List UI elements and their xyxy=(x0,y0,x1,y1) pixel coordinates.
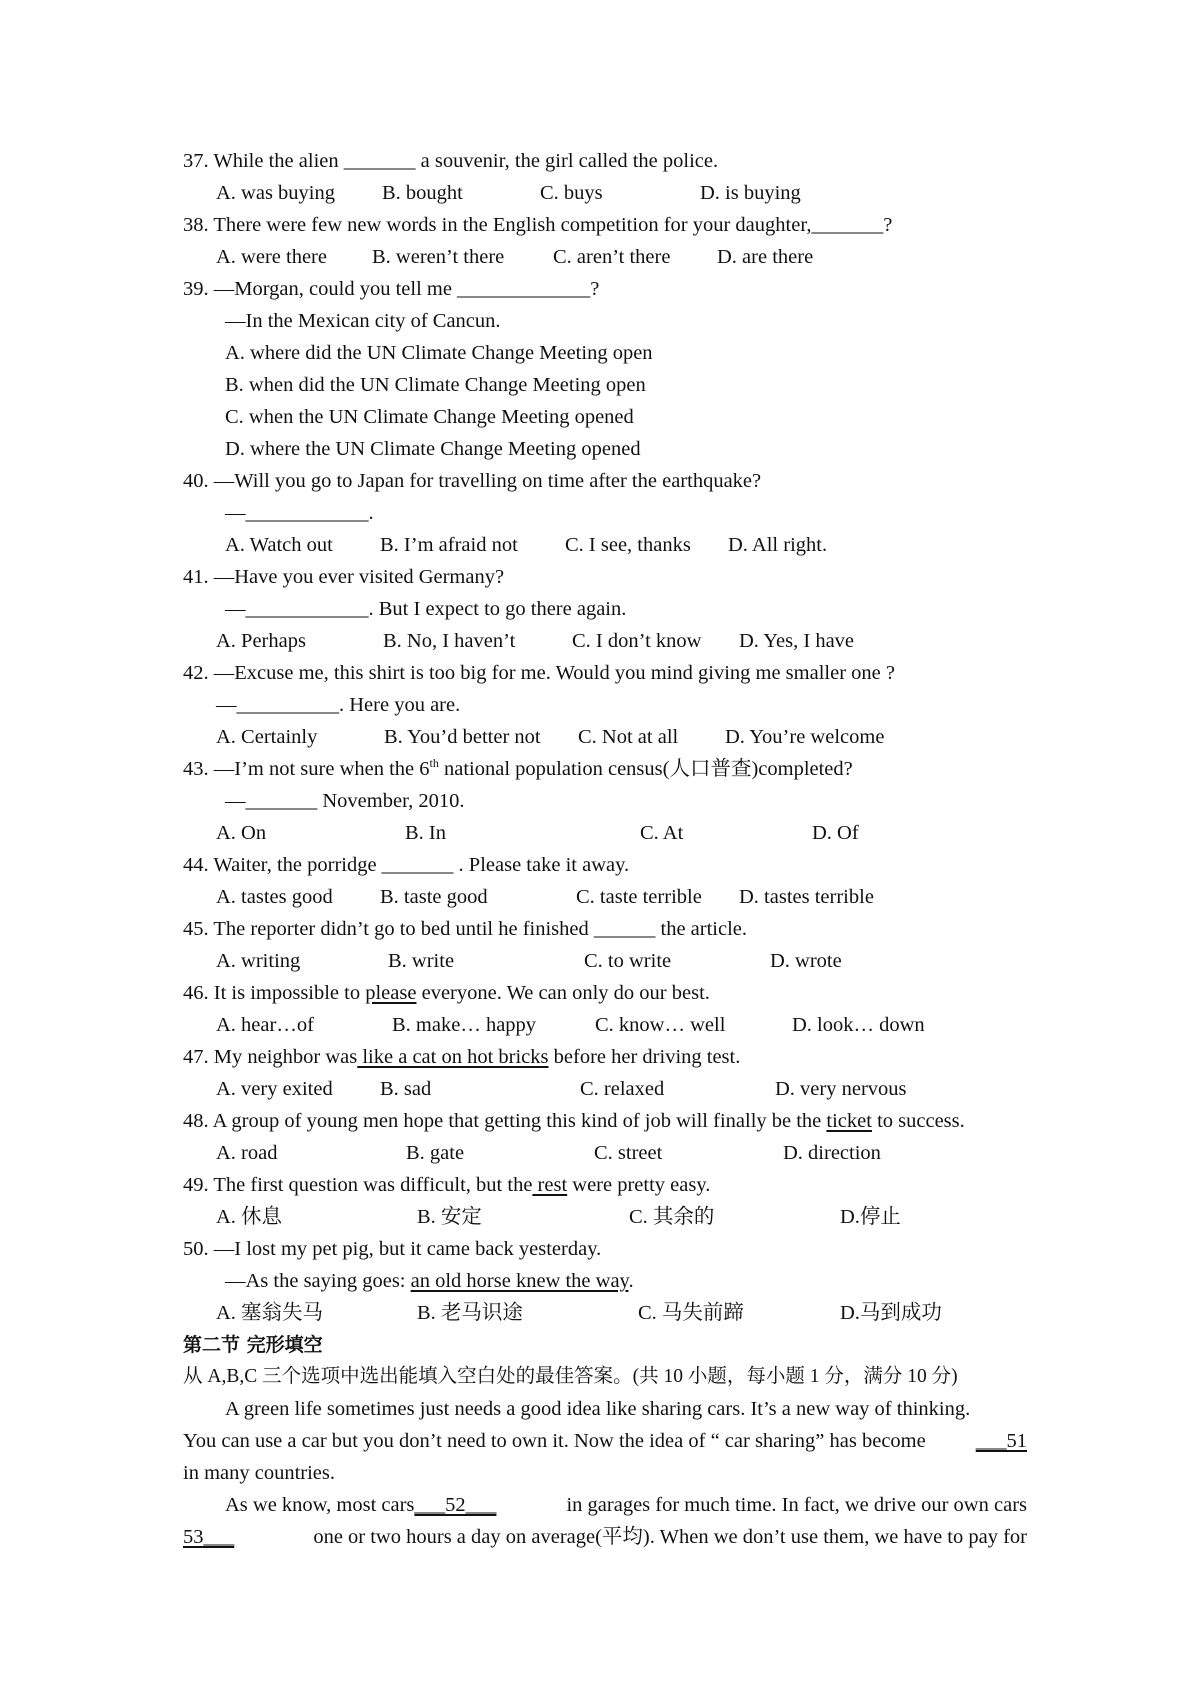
question-stem: were pretty easy. xyxy=(567,1174,711,1196)
blank-53: 53___ xyxy=(183,1526,235,1548)
options-38 xyxy=(0,243,1200,271)
option-c: C. know… well xyxy=(595,1014,726,1036)
option-a: A. hear…of xyxy=(216,1014,314,1036)
options-50 xyxy=(0,1299,1200,1327)
question-43 xyxy=(183,755,853,783)
passage-line xyxy=(183,1427,1027,1455)
option-d: D. Yes, I have xyxy=(739,630,855,652)
dialogue-reply: —____________. But I expect to go there again. xyxy=(225,598,627,620)
question-42 xyxy=(183,659,895,687)
question-number: 46. xyxy=(183,982,209,1004)
question-number: 39. xyxy=(183,278,209,300)
options-40 xyxy=(0,531,1200,559)
option-d: D. You’re welcome xyxy=(725,726,885,748)
option-c: C. when the UN Climate Change Meeting opened xyxy=(225,406,634,428)
options-47 xyxy=(0,1075,1200,1103)
option-b: B. gate xyxy=(406,1142,465,1164)
question-number: 44. xyxy=(183,854,209,876)
question-number: 38. xyxy=(183,214,209,236)
question-50 xyxy=(183,1235,601,1263)
underlined-word: please xyxy=(365,982,417,1004)
ordinal-suffix: th xyxy=(429,756,439,771)
blank-51: ___51 xyxy=(975,1430,1027,1452)
option-b: B. write xyxy=(388,950,455,972)
question-stem: everyone. We can only do our best. xyxy=(416,982,710,1004)
blank-52: ___52___ xyxy=(414,1494,497,1516)
options-46 xyxy=(0,1011,1200,1039)
question-stem: —Have you ever visited Germany? xyxy=(213,566,505,588)
option-b: B. In xyxy=(405,822,446,844)
reply-text: —As the saying goes: xyxy=(225,1270,411,1292)
reply-text: . xyxy=(628,1270,634,1292)
options-45 xyxy=(0,947,1200,975)
option-d: D. are there xyxy=(717,246,814,268)
option-b: B. No, I haven’t xyxy=(383,630,516,652)
option-c: C. aren’t there xyxy=(553,246,671,268)
option-a: A. were there xyxy=(216,246,327,268)
question-44 xyxy=(183,851,629,879)
question-45 xyxy=(183,915,747,943)
question-stem: —I lost my pet pig, but it came back yesterday. xyxy=(213,1238,602,1260)
question-number: 48. xyxy=(183,1110,209,1132)
option-d: D. is buying xyxy=(700,182,801,204)
section-instruction: 从 A,B,C 三个选项中选出能填入空白处的最佳答案。(共 10 小题，每小题 1 分，满分 10 分) xyxy=(183,1366,958,1387)
option-a: A. 休息 xyxy=(216,1206,283,1228)
question-stem: —Excuse me, this shirt is too big for me. Would you mind giving me smaller one ? xyxy=(213,662,895,684)
options-49 xyxy=(0,1203,1200,1231)
question-stem: While the alien xyxy=(213,150,344,172)
option-d: D. very nervous xyxy=(775,1078,907,1100)
question-40 xyxy=(183,467,761,495)
option-d: D.马到成功 xyxy=(840,1302,942,1324)
underlined-word: ticket xyxy=(826,1110,872,1132)
dialogue-reply: —_______ November, 2010. xyxy=(225,790,465,812)
underlined-word: rest xyxy=(532,1174,568,1196)
passage-text: You can use a car but you don’t need to own it. Now the idea of “ car sharing” has become xyxy=(183,1430,926,1452)
options-43 xyxy=(0,819,1200,847)
question-46 xyxy=(183,979,710,1007)
options-37 xyxy=(0,179,1200,207)
question-stem: before her driving test. xyxy=(548,1046,741,1068)
question-stem: —Will you go to Japan for travelling on time after the earthquake? xyxy=(213,470,762,492)
question-stem: —I’m not sure when the 6 xyxy=(213,758,430,780)
question-number: 50. xyxy=(183,1238,209,1260)
question-number: 47. xyxy=(183,1046,209,1068)
option-b: B. I’m afraid not xyxy=(380,534,518,556)
question-number: 40. xyxy=(183,470,209,492)
passage-line: A green life sometimes just needs a good idea like sharing cars. It’s a new way of thinking. xyxy=(225,1398,971,1420)
question-41 xyxy=(183,563,504,591)
passage-line: in many countries. xyxy=(183,1462,336,1484)
question-stem: —Morgan, could you tell me _____________? xyxy=(213,278,600,300)
option-b: B. make… happy xyxy=(392,1014,537,1036)
option-d: D. tastes terrible xyxy=(739,886,874,908)
option-b: B. taste good xyxy=(380,886,488,908)
question-stem: The first question was difficult, but the xyxy=(213,1174,533,1196)
question-stem: Waiter, the porridge _______ . Please take it away. xyxy=(213,854,630,876)
dialogue-reply: —____________. xyxy=(225,502,374,524)
option-b: B. You’d better not xyxy=(384,726,541,748)
question-stem: It is impossible to xyxy=(213,982,366,1004)
options-41 xyxy=(0,627,1200,655)
option-d: D. where the UN Climate Change Meeting opened xyxy=(225,438,641,460)
option-c: C. to write xyxy=(584,950,672,972)
option-b: B. 老马识途 xyxy=(417,1302,523,1324)
option-b: B. 安定 xyxy=(417,1206,482,1228)
passage-text: in garages for much time. In fact, we drive our own cars xyxy=(566,1494,1027,1516)
option-c: C. street xyxy=(594,1142,663,1164)
passage-text: one or two hours a day on average(平均). When we don’t use them, we have to pay for xyxy=(313,1526,1027,1548)
option-d: D.停止 xyxy=(840,1206,901,1228)
question-47 xyxy=(183,1043,740,1071)
question-stem: to success. xyxy=(871,1110,965,1132)
option-a: A. where did the UN Climate Change Meeting open xyxy=(225,342,653,364)
options-48 xyxy=(0,1139,1200,1167)
option-c: C. 其余的 xyxy=(629,1206,715,1228)
option-d: D. direction xyxy=(783,1142,881,1164)
option-c: C. taste terrible xyxy=(576,886,702,908)
question-number: 43. xyxy=(183,758,209,780)
option-c: C. relaxed xyxy=(580,1078,665,1100)
question-number: 41. xyxy=(183,566,209,588)
question-stem: The reporter didn’t go to bed until he finished ______ the article. xyxy=(213,918,748,940)
option-a: A. writing xyxy=(216,950,301,972)
option-c: C. buys xyxy=(540,182,603,204)
dialogue-reply: —__________. Here you are. xyxy=(216,694,461,716)
option-b: B. bought xyxy=(382,182,463,204)
dialogue-reply: —In the Mexican city of Cancun. xyxy=(225,310,501,332)
option-c: C. At xyxy=(640,822,684,844)
option-c: C. Not at all xyxy=(578,726,679,748)
option-c: C. I see, thanks xyxy=(565,534,691,556)
option-a: A. Perhaps xyxy=(216,630,306,652)
question-37 xyxy=(183,147,718,175)
question-39 xyxy=(183,275,599,303)
option-a: A. was buying xyxy=(216,182,336,204)
option-a: A. On xyxy=(216,822,267,844)
section-heading: 第二节 完形填空 xyxy=(183,1334,323,1356)
options-42 xyxy=(0,723,1200,751)
option-a: A. very exited xyxy=(216,1078,333,1100)
option-a: A. Watch out xyxy=(225,534,333,556)
option-a: A. tastes good xyxy=(216,886,333,908)
option-d: D. wrote xyxy=(770,950,842,972)
question-49 xyxy=(183,1171,710,1199)
question-stem: A group of young men hope that getting this kind of job will finally be the xyxy=(212,1110,827,1132)
option-b: B. when did the UN Climate Change Meeting open xyxy=(225,374,646,396)
option-d: D. Of xyxy=(812,822,859,844)
underlined-phrase: like a cat on hot bricks xyxy=(357,1046,549,1068)
option-a: A. road xyxy=(216,1142,278,1164)
option-c: C. I don’t know xyxy=(572,630,702,652)
option-d: D. All right. xyxy=(728,534,828,556)
underlined-phrase: an old horse knew the way xyxy=(410,1270,629,1292)
question-stem: My neighbor was xyxy=(213,1046,358,1068)
dialogue-reply xyxy=(225,1267,634,1295)
question-38 xyxy=(183,211,892,239)
question-stem: national population census(人口普查)completed? xyxy=(438,758,853,780)
option-b: B. weren’t there xyxy=(372,246,505,268)
question-stem: There were few new words in the English competition for your daughter,_______? xyxy=(213,214,893,236)
options-44 xyxy=(0,883,1200,911)
option-c: C. 马失前蹄 xyxy=(638,1302,744,1324)
question-number: 49. xyxy=(183,1174,209,1196)
passage-line xyxy=(225,1491,1027,1519)
question-number: 42. xyxy=(183,662,209,684)
option-a: A. 塞翁失马 xyxy=(216,1302,324,1324)
question-48 xyxy=(183,1107,965,1135)
passage-line xyxy=(183,1523,1027,1551)
question-stem: a souvenir, the girl called the police. xyxy=(415,150,719,172)
question-number: 45. xyxy=(183,918,209,940)
option-b: B. sad xyxy=(380,1078,432,1100)
option-a: A. Certainly xyxy=(216,726,318,748)
question-number: 37. xyxy=(183,150,209,172)
passage-text: As we know, most cars xyxy=(225,1494,415,1516)
answer-blank: _______ xyxy=(343,150,416,172)
option-d: D. look… down xyxy=(792,1014,925,1036)
